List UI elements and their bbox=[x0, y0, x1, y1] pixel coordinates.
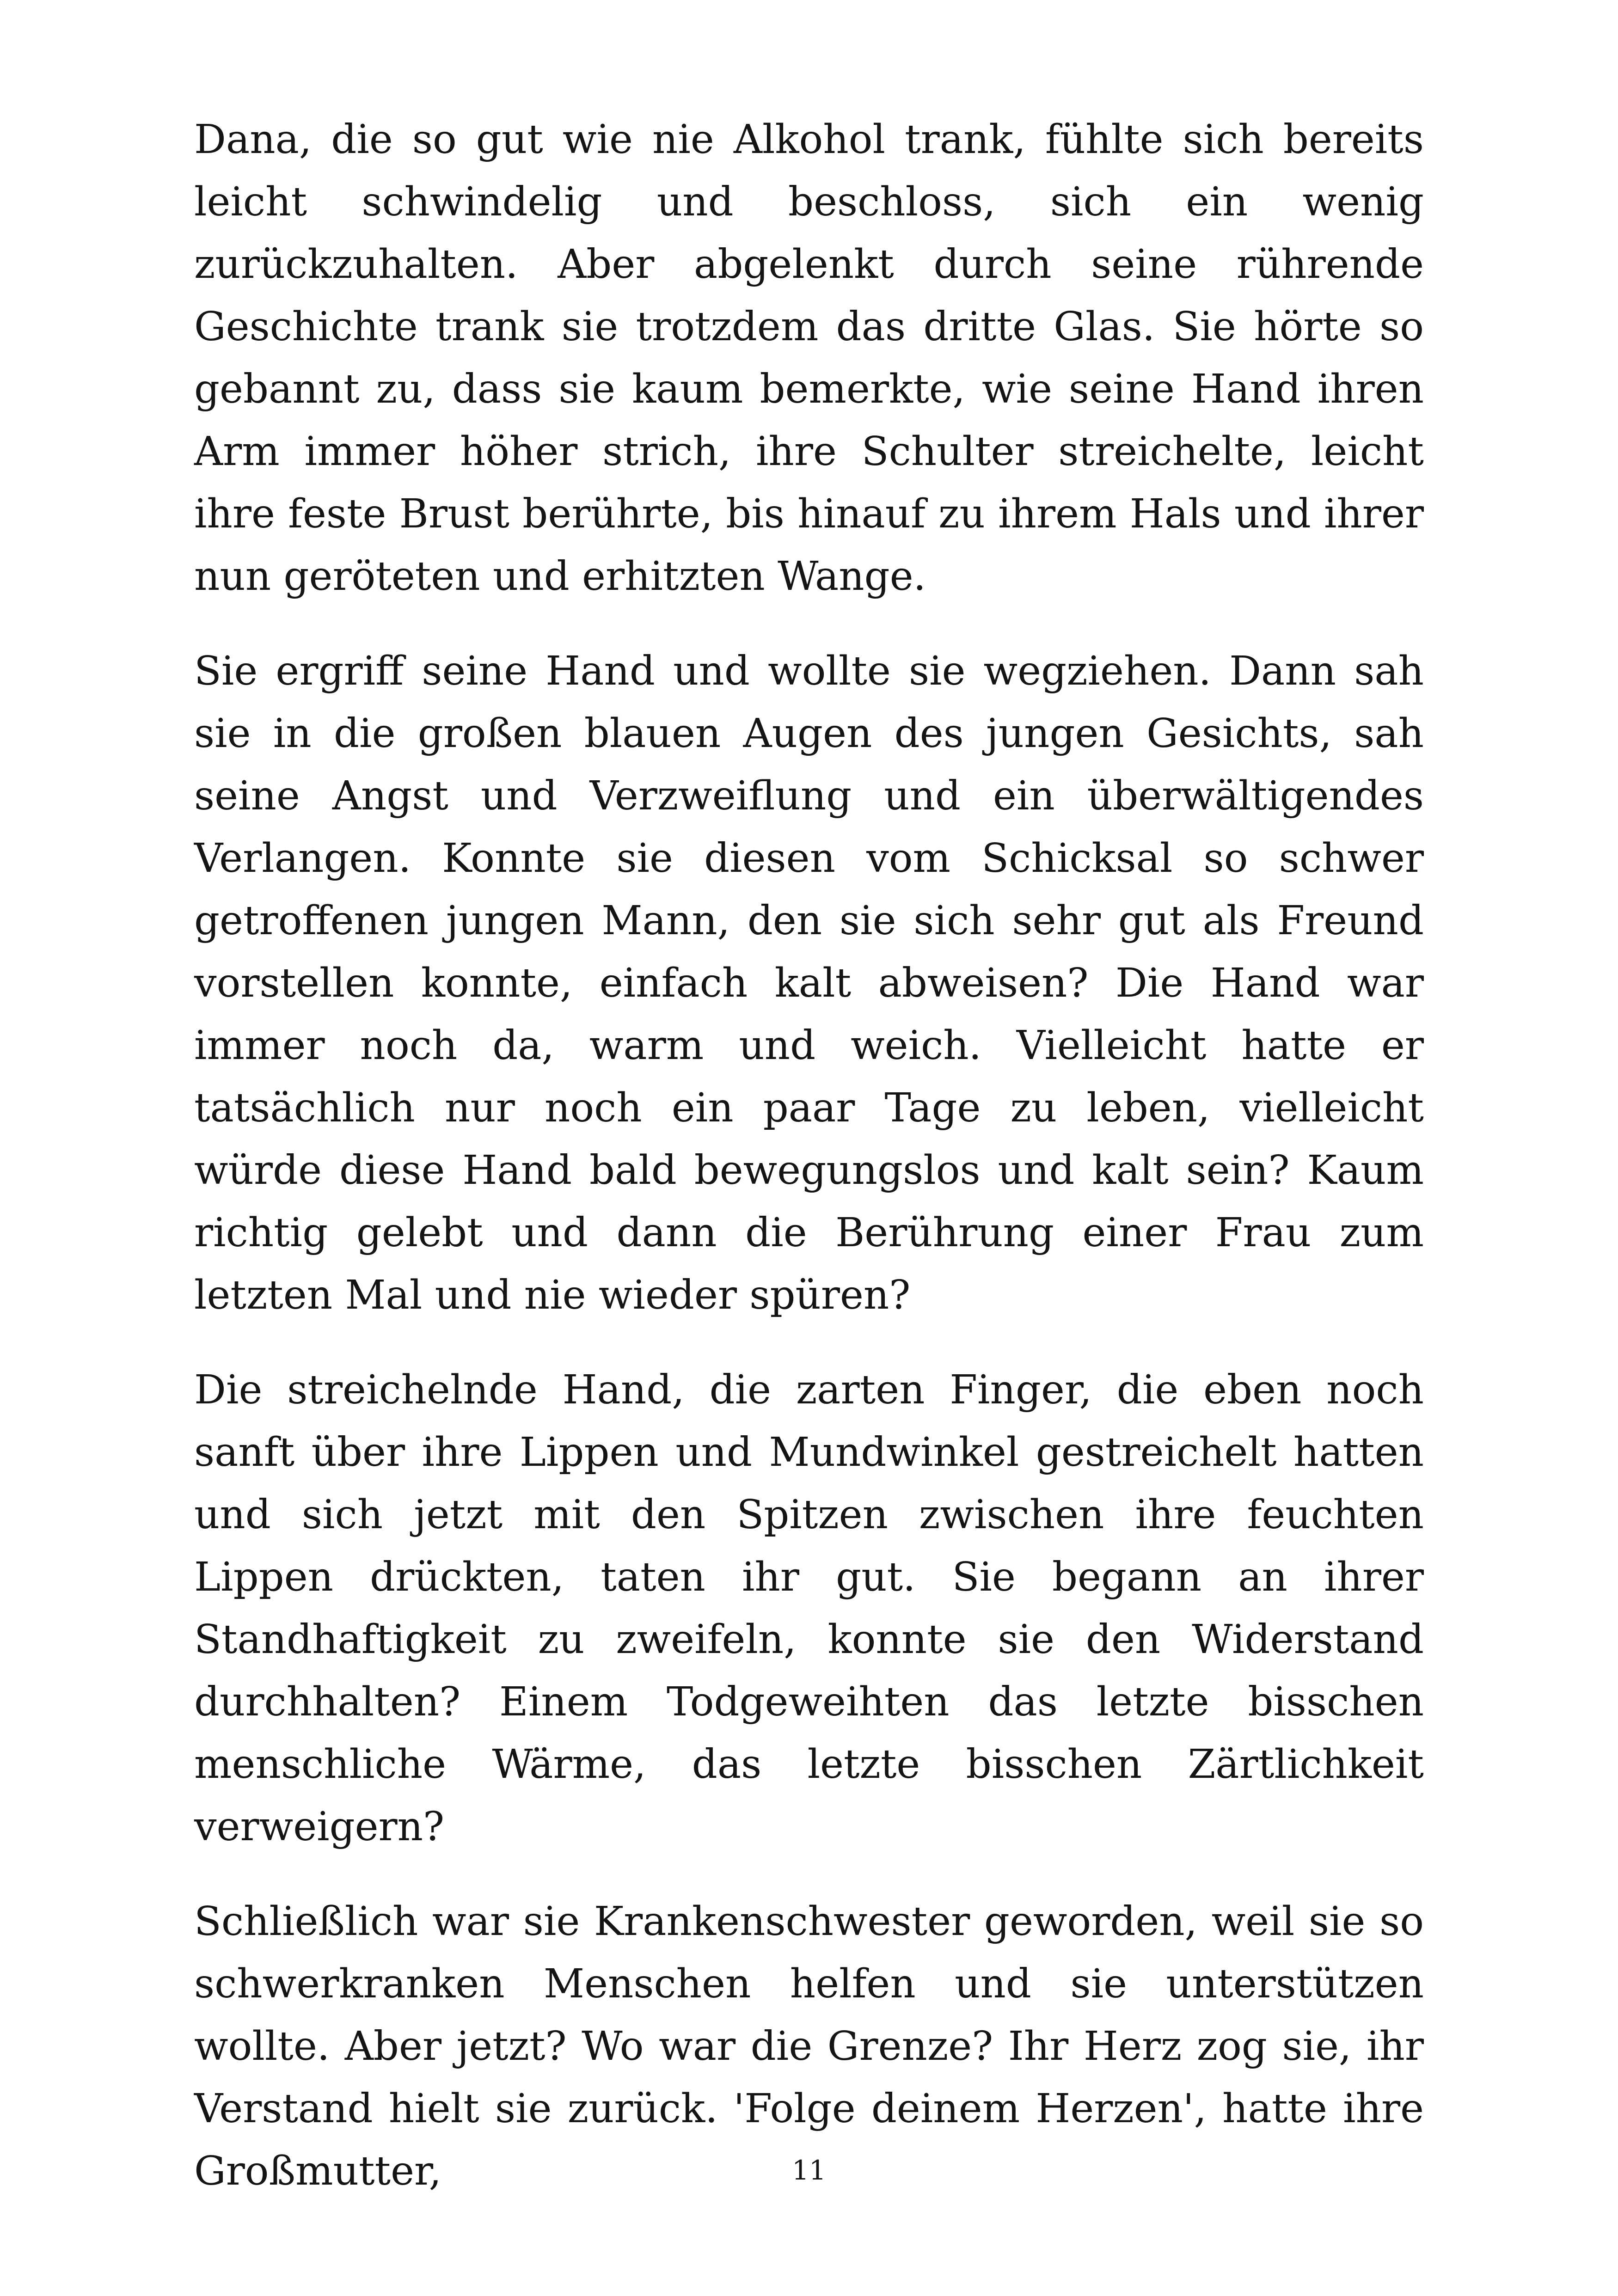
paragraph-2: Sie ergriff seine Hand und wollte sie wegziehen. Dann sah sie in die großen blauen Augen des jungen Gesichts, sah seine Angst und Verzweiflung und ein überwältigendes Verlangen. Konnte sie diesen vom Schicksal so schwer getroffenen jungen Mann, den sie sich sehr gut als Freund vorstellen konnte, einfach kalt abweisen? Die Hand war immer noch da, warm und weich. Vielleicht hatte er tatsächlich nur noch ein paar Tage zu leben, vielleicht würde diese Hand bald bewegungslos und kalt sein? Kaum richtig gelebt und dann die Berührung einer Frau zum letzten Mal und nie wieder spüren? bbox=[194, 648, 1424, 1318]
paragraph-4: Schließlich war sie Krankenschwester geworden, weil sie so schwerkranken Menschen helfen und sie unterstützen wollte. Aber jetzt? Wo war die Grenze? Ihr Herz zog sie, ihr Verstand hielt sie zurück. 'Folge deinem Herzen', hatte ihre Großmutter, bbox=[194, 1898, 1424, 2194]
body-text bbox=[194, 109, 1424, 2235]
paragraph-1: Dana, die so gut wie nie Alkohol trank, fühlte sich bereits leicht schwindelig und beschloss, sich ein wenig zurückzuhalten. Aber abgelenkt durch seine rührende Geschichte trank sie trotzdem das dritte Glas. Sie hörte so gebannt zu, dass sie kaum bemerkte, wie seine Hand ihren Arm immer höher strich, ihre Schulter streichelte, leicht ihre feste Brust berührte, bis hinauf zu ihrem Hals und ihrer nun geröteten und erhitzten Wange. bbox=[194, 116, 1424, 600]
paragraph-3: Die streichelnde Hand, die zarten Finger, die eben noch sanft über ihre Lippen und Mundwinkel gestreichelt hatten und sich jetzt mit den Spitzen zwischen ihre feuchten Lippen drückten, taten ihr gut. Sie begann an ihrer Standhaftigkeit zu zweifeln, konnte sie den Widerstand durchhalten? Einem Todgeweihten das letzte bisschen menschliche Wärme, das letzte bisschen Zärtlichkeit verweigern? bbox=[194, 1367, 1424, 1850]
page-number: 11 bbox=[792, 2155, 826, 2186]
